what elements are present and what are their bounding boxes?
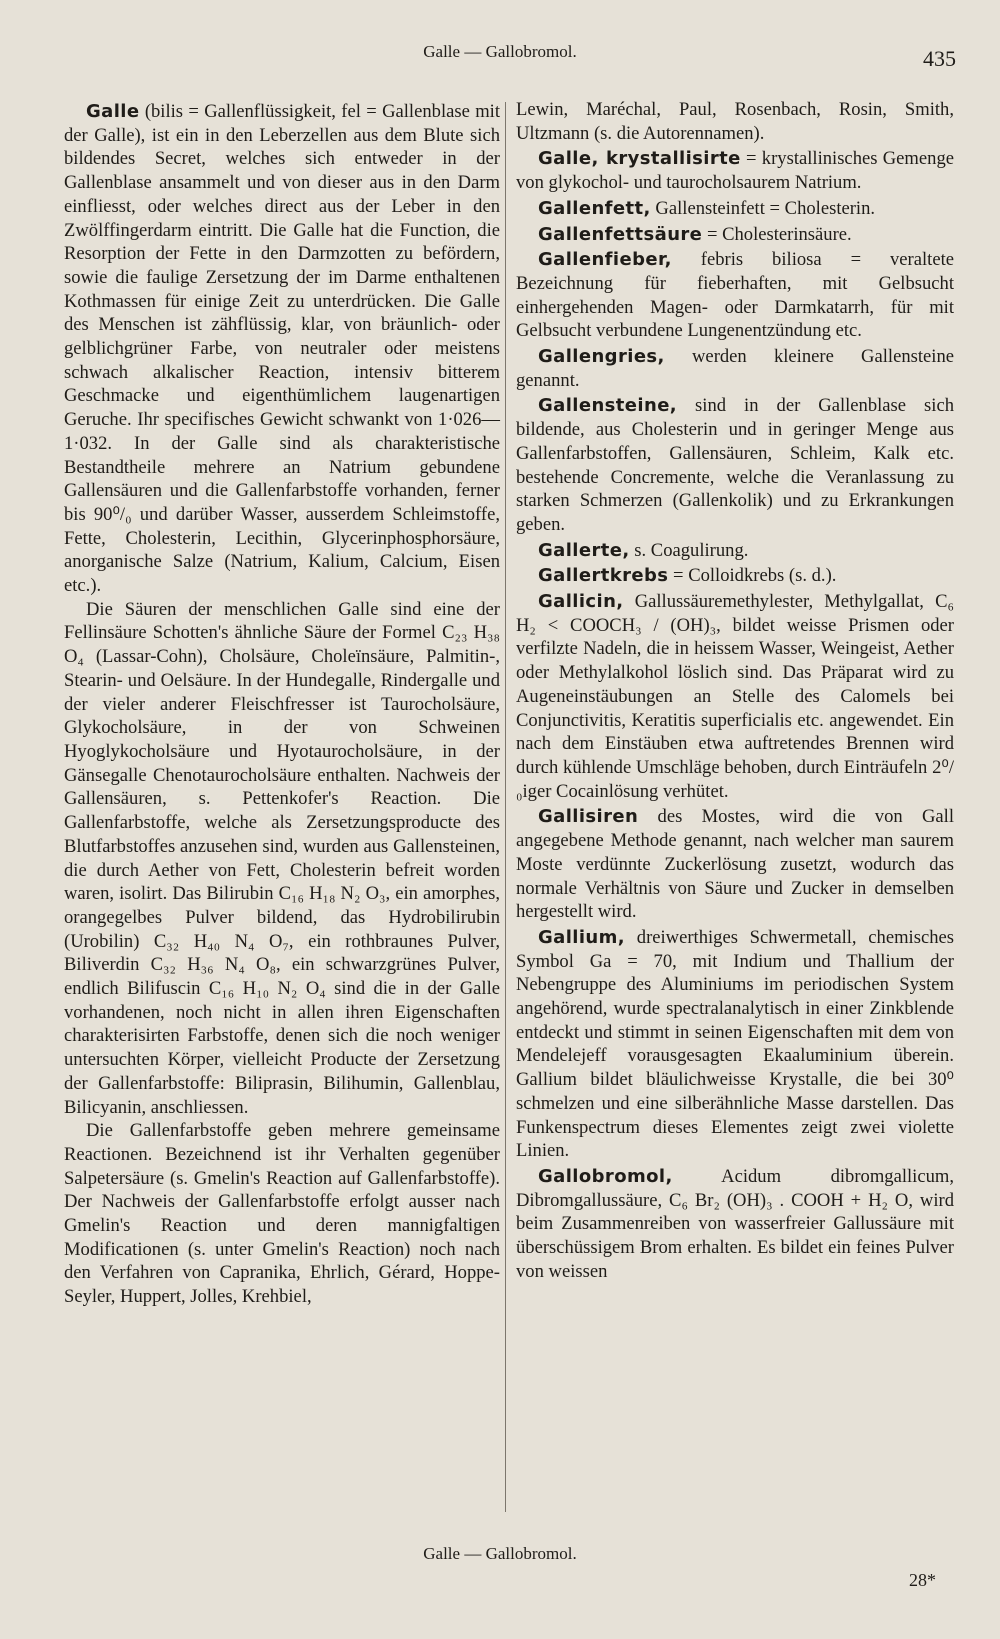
- entry-text: des Mostes, wird die von Gall angegebene Methode genannt, nach welcher man saurem Moste verdünnte Zuckerlösung zusetzt, wodurch das normale Verhältnis von Säure und Zucker in demselben hergestellt wird.: [516, 806, 954, 923]
- headword: Gallenfettsäure: [538, 223, 703, 245]
- paragraph-gallensaeuren: [64, 598, 500, 1119]
- entry-text: = Colloidkrebs (s. d.).: [668, 565, 837, 587]
- entry-gallenfieber: [516, 248, 954, 343]
- footer-title: Galle — Gallobromol.: [423, 1544, 577, 1563]
- entry-galle-krystallisirte: [516, 147, 954, 194]
- continued-text: [516, 98, 954, 145]
- entry-text: Acidum dibromgallicum, Dibromgallussäure, C₆ Br₂ (OH)₃ . COOH + H₂ O, wird beim Zusammenreiben von wasserfreier Gallussäure mit überschüssigem Brom erhalten. Es bildet ein feines Pulver von weissen: [516, 1165, 954, 1282]
- headword: Gallium,: [538, 926, 626, 948]
- running-head: Galle — Gallobromol.: [423, 42, 577, 61]
- paragraph-text: Die Gallenfarbstoffe geben mehrere gemeinsame Reactionen. Bezeichnend ist ihr Verhalten gegenüber Salpetersäure (s. Gmelin's Reaction auf Gallenfarbstoffe). Der Nachweis der Gallenfarbstoffe erfolgt ausser nach Gmelin's Reaction und deren mannigfaltigen Modificationen (s. unter Gmelin's Reaction) noch nach den Verfahren von Capranika, Ehrlich, Gérard, Hoppe-Seyler, Huppert, Jolles, Krehbiel,: [64, 1120, 500, 1308]
- paragraph-text: Die Säuren der menschlichen Galle sind eine der Fellinsäure Schotten's ähnliche Säure der Formel C₂₃ H₃₈ O₄ (Lassar-Cohn), Cholsäure, Choleïnsäure, Palmitin-, Stearin- und Oelsäure. In der Hundegalle, Rindergalle und der vieler anderer Fleischfresser ist Taurocholsäure, Glykocholsäure, in der von Schweinen Hyoglykocholsäure und Hyotaurocholsäure, in der Gänsegalle Chenotaurocholsäure enthalten. Nachweis der Gallensäuren, s. Pettenkofer's Reaction. Die Gallenfarbstoffe, welche als Zersetzungsproducte des Blutfarbstoffes anzusehen sind, wurden aus Gallensteinen, die durch Aether von Fett, Cholesterin befreit worden waren, isolirt. Das Bilirubin C₁₆ H₁₈ N₂ O₃, ein amorphes, orangegelbes Pulver bildend, das Hydrobilirubin (Urobilin) C₃₂ H₄₀ N₄ O₇, ein rothbraunes Pulver, Biliverdin C₃₂ H₃₆ N₄ O₈, ein schwarzgrünes Pulver, endlich Bilifuscin C₁₆ H₁₀ N₂ O₄ sind die in der Galle vorhandenen, noch nicht in allen ihren Eigenschaften charakterisirten Farbstoffe, denen sich die noch weniger untersuchten Körper, vielleicht Producte der Zersetzung der Gallenfarbstoffe: Biliprasin, Bilihumin, Gallenblau, Bilicyanin, anschliessen.: [64, 598, 500, 1118]
- entry-gallensteine: [516, 394, 954, 536]
- entry-text: Gallussäuremethylester, Methylgallat, C₆ H₂ < COOCH₃ / (OH)₃, bildet weisse Prismen oder verfilzte Nadeln, die in heissem Wasser, Weingeist, Aether oder Methylalkohol löslich sind. Das Präparat wird zu Augeneinstäubungen an Stelle des Calomels bei Conjunctivitis, Keratitis superficialis etc. angewendet. Ein nach dem Einstäuben etwa auftretendes Brennen wird durch kühlende Umschläge behoben, durch Einträufeln 2⁰/₀iger Cocainlösung verhütet.: [516, 591, 954, 802]
- entry-text: = krystallinisches Gemenge von glykochol- und taurocholsaurem Natrium.: [516, 148, 954, 194]
- entry-text: febris biliosa = veraltete Bezeichnung für fieberhaften, mit Gelbsucht einhergehenden Magen- oder Darmkatarrh, für mit Gelbsucht verbundene Lungenentzündung etc.: [516, 249, 954, 342]
- headword: Gallenfett,: [538, 197, 651, 219]
- headword: Gallicin,: [538, 591, 624, 613]
- headword: Gallenfieber,: [538, 249, 672, 271]
- entry-text: Lewin, Maréchal, Paul, Rosenbach, Rosin, Smith, Ultzmann (s. die Autorennamen).: [516, 99, 954, 144]
- entry-gallerte: [516, 539, 954, 563]
- headword: Galle: [86, 101, 140, 122]
- entry-gallengries: [516, 345, 954, 392]
- headword: Gallobromol,: [538, 1165, 673, 1187]
- entry-gallenfettsaeure: [516, 223, 954, 247]
- entry-text: werden kleinere Gallensteine genannt.: [516, 346, 954, 391]
- entry-text: = Cholesterinsäure.: [702, 223, 852, 245]
- page-number: 435: [923, 46, 956, 71]
- headword: Gallertkrebs: [538, 565, 669, 587]
- entry-gallisiren: [516, 805, 954, 924]
- entry-gallium: [516, 926, 954, 1163]
- entry-text: Gallensteinfett = Cholesterin.: [650, 197, 876, 219]
- signature-mark: 28*: [909, 1570, 936, 1590]
- column-divider: [505, 102, 506, 1512]
- entry-gallenfett: [516, 197, 954, 221]
- entry-gallertkrebs: [516, 564, 954, 588]
- headword: Gallensteine,: [538, 395, 678, 417]
- right-column: [516, 98, 954, 1283]
- headword: Gallisiren: [538, 806, 639, 828]
- entry-text: s. Coagulirung.: [629, 539, 749, 561]
- entry-gallicin: [516, 590, 954, 803]
- paragraph-gallenfarbstoffe: [64, 1119, 500, 1309]
- entry-galle: [64, 100, 500, 598]
- entry-text: dreiwerthiges Schwermetall, chemisches Symbol Ga = 70, mit Indium und Thallium der Nebengruppe des Aluminiums im periodischen System angehörend, wurde spectralanalytisch in einer Zinkblende entdeckt und stimmt in seinen Eigenschaften mit dem von Mendelejeff vorausgesagten Ekaaluminium überein. Gallium bildet bläulichweisse Krystalle, die bei 30⁰ schmelzen und eine silberähnliche Masse darstellen. Das Funkenspectrum dieses Elementes zeigt zwei violette Linien.: [516, 926, 954, 1162]
- entry-gallobromol: [516, 1165, 954, 1284]
- left-column: [64, 98, 500, 1309]
- entry-text: sind in der Gallenblase sich bildende, aus Cholesterin und in geringer Menge aus Gallenfarbstoffen, Gallensäuren, Schleim, Kalk etc. bestehende Concremente, welche die Veranlassung zu starken Schmerzen (Gallenkolik) und zu Erkrankungen geben.: [516, 395, 954, 535]
- headword: Galle, krystallisirte: [538, 148, 741, 170]
- headword: Gallerte,: [538, 539, 630, 561]
- entry-text: (bilis = Gallenflüssigkeit, fel = Gallenblase mit der Galle), ist ein in den Leberzellen aus dem Blute sich bildendes Secret, welches sich entweder in der Gallenblase ansammelt und von dieser aus in den Darm einfliesst, oder welches direct aus der Leber in den Zwölffingerdarm eintritt. Die Galle hat die Function, die Resorption der Fette in den Darmzotten zu befördern, sowie die faulige Zersetzung der im Darme enthaltenen Kothmassen für einige Zeit zu unterdrücken. Die Galle des Menschen ist zähflüssig, klar, von bräunlich- oder gelblichgrüner Farbe, von neutraler oder meistens schwach alkalischer Reaction, intensiv bitterem Geschmacke und eigenthümlichem laugenartigen Geruche. Ihr specifisches Gewicht schwankt von 1·026—1·032. In der Galle sind als charakteristische Bestandtheile mehrere an Natrium gebundene Gallensäuren und die Gallenfarbstoffe vorhanden, ferner bis 90⁰/₀ und darüber Wasser, ausserdem Schleimstoffe, Fette, Cholesterin, Lecithin, Glycerinphosphorsäure, anorganische Salze (Natrium, Kalium, Calcium, Eisen etc.).: [64, 101, 500, 597]
- headword: Gallengries,: [538, 346, 665, 368]
